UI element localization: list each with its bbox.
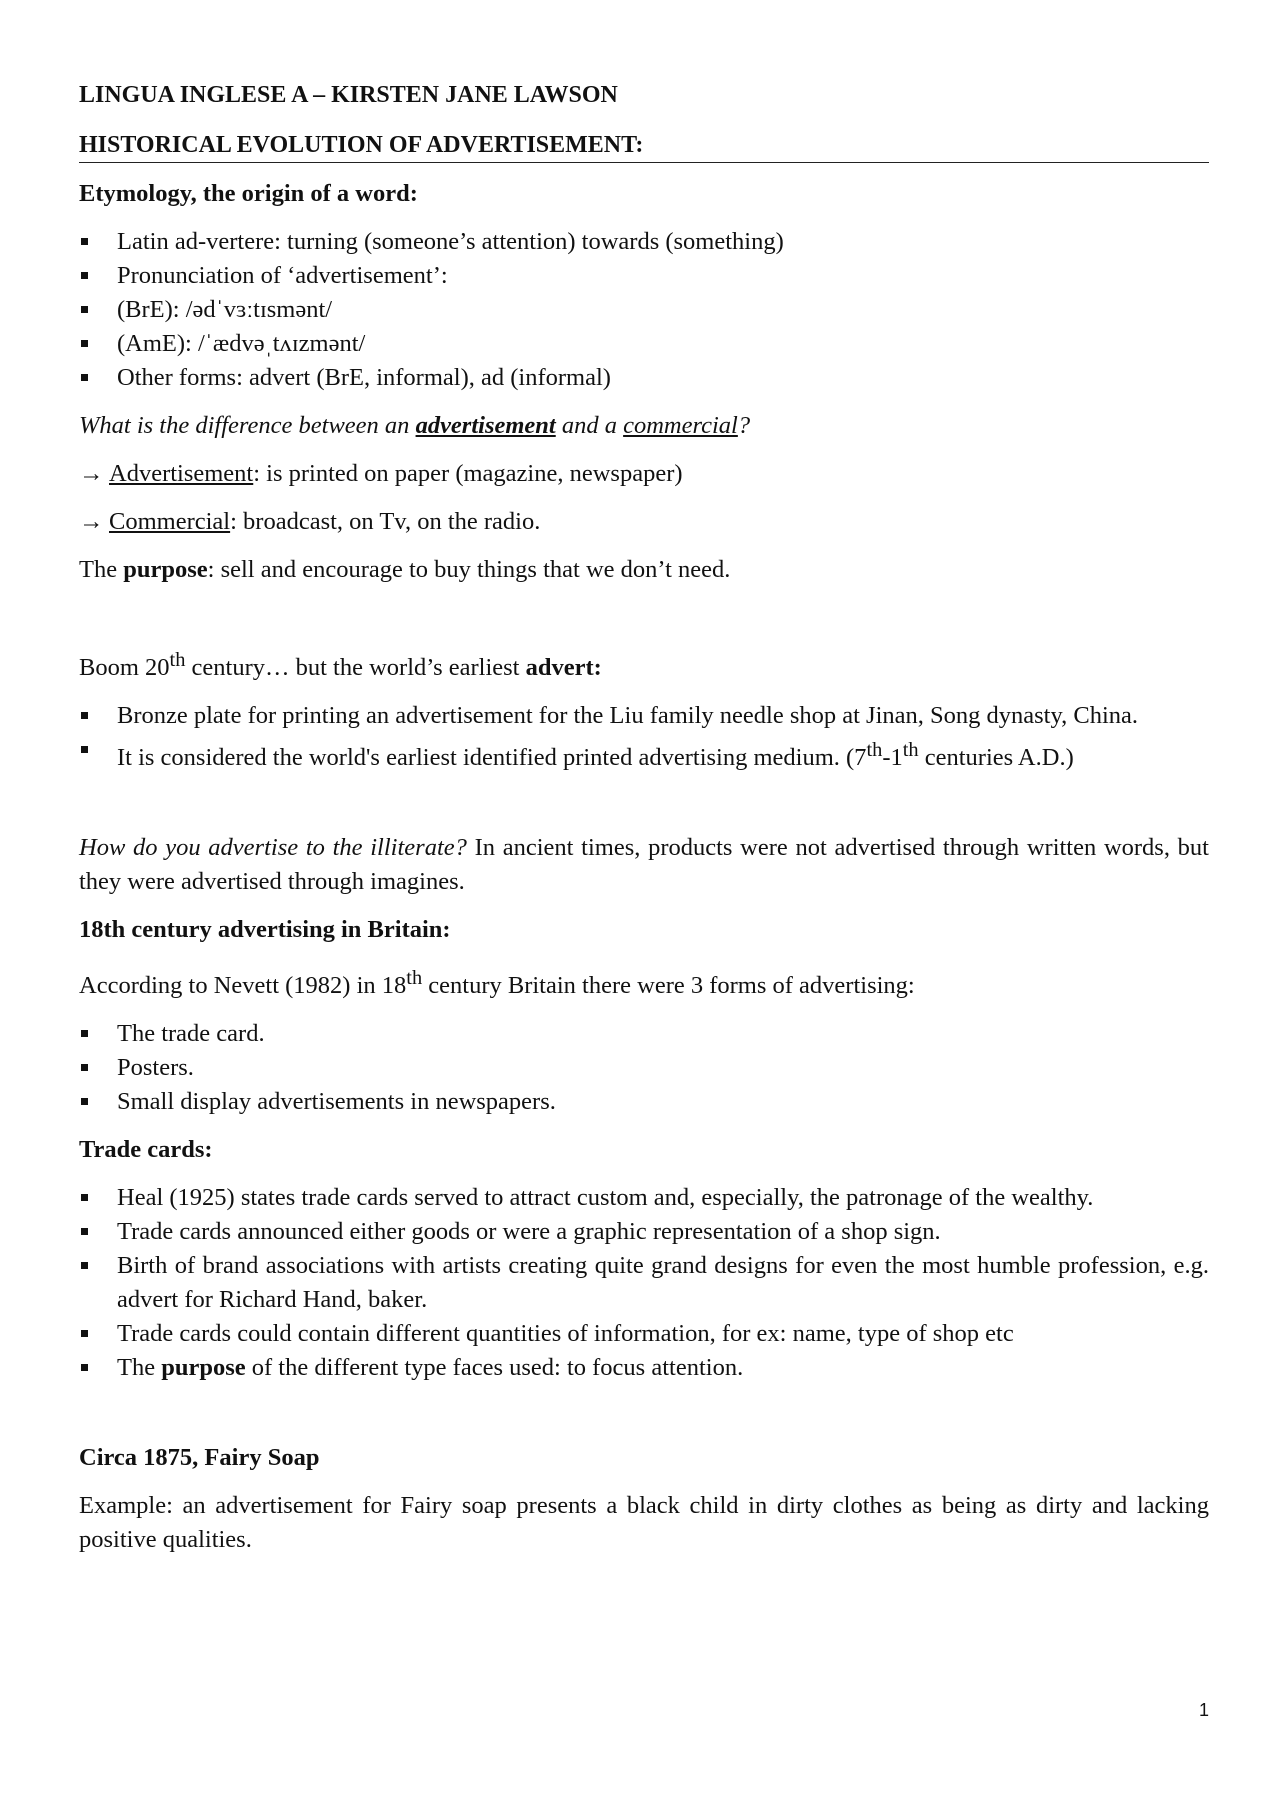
boom-line <box>79 643 1209 685</box>
list-item: Trade cards announced either goods or were a graphic representation of a shop sign. <box>79 1215 1209 1249</box>
advertisement-term: Advertisement <box>109 460 254 487</box>
purpose-text: : sell and encourage to buy things that we don’t need. <box>207 556 731 583</box>
illiterate-text: In ancient times, products were not advertised through written words, but they were advertised through imagines. <box>79 834 1209 896</box>
term-advertisement: advertisement <box>415 412 556 439</box>
boom-text: century… but the world’s earliest <box>185 654 526 682</box>
purpose-prefix: The <box>79 556 124 583</box>
difference-question <box>79 409 1209 443</box>
question-text: and a <box>555 412 624 439</box>
list-text: of the different type faces used: to focus attention. <box>245 1354 744 1382</box>
list-item: Small display advertisements in newspapers. <box>79 1085 1209 1119</box>
purpose-term: purpose <box>161 1354 246 1382</box>
list-text: centuries A.D.) <box>918 744 1074 772</box>
page-content <box>79 78 1209 1557</box>
list-item: Heal (1925) states trade cards served to attract custom and, especially, the patronage of the wealthy. <box>79 1181 1209 1215</box>
superscript: th <box>866 739 883 762</box>
arrow-right-icon: → <box>79 460 104 487</box>
fairy-soap-example: Example: an advertisement for Fairy soap presents a black child in dirty clothes as being as dirty and lacking positive qualities. <box>79 1492 1209 1554</box>
superscript: th <box>902 739 919 762</box>
etymology-list <box>79 225 1209 395</box>
list-text: -1 <box>882 744 903 772</box>
list-item: Other forms: advert (BrE, informal), ad (informal) <box>79 361 1209 395</box>
intro-text: According to Nevett (1982) in 18 <box>79 972 407 1000</box>
list-item: (BrE): /ədˈvɜːtɪsmənt/ <box>79 293 1209 327</box>
list-item: The trade card. <box>79 1017 1209 1051</box>
list-item: Birth of brand associations with artists creating quite grand designs for even the most humble profession, e.g. advert for Richard Hand, baker. <box>79 1249 1209 1317</box>
list-item <box>79 1351 1209 1385</box>
commercial-definition <box>79 505 1209 539</box>
list-text: It is considered the world's earliest identified printed advertising medium. (7 <box>117 744 867 772</box>
list-text: The <box>117 1354 162 1382</box>
advert-term: advert: <box>525 654 602 682</box>
list-item: Trade cards could contain different quantities of information, for ex: name, type of shop etc <box>79 1317 1209 1351</box>
purpose-term: purpose <box>123 556 208 583</box>
document-title: HISTORICAL EVOLUTION OF ADVERTISEMENT: <box>79 128 1209 163</box>
fairy-soap-heading: Circa 1875, Fairy Soap <box>79 1444 320 1472</box>
term-commercial: commercial <box>623 412 738 439</box>
intro-text: century Britain there were 3 forms of advertising: <box>422 972 915 1000</box>
page-number: 1 <box>1198 1700 1209 1720</box>
list-item: Bronze plate for printing an advertisement for the Liu family needle shop at Jinan, Song dynasty, China. <box>79 699 1209 733</box>
advertisement-definition <box>79 457 1209 491</box>
advertising-forms-list <box>79 1017 1209 1119</box>
trade-cards-heading: Trade cards: <box>79 1136 213 1164</box>
list-item <box>79 733 1209 775</box>
question-text: What is the difference between an <box>79 412 416 439</box>
advertisement-text: : is printed on paper (magazine, newspaper) <box>253 460 683 487</box>
purpose-line <box>79 553 1209 587</box>
century-18-heading: 18th century advertising in Britain: <box>79 916 451 944</box>
illiterate-question: How do you advertise to the illiterate? <box>79 834 467 862</box>
list-item: Latin ad-vertere: turning (someone’s attention) towards (something) <box>79 225 1209 259</box>
trade-cards-list <box>79 1181 1209 1385</box>
etymology-heading: Etymology, the origin of a word: <box>79 180 418 207</box>
superscript: th <box>406 967 423 990</box>
commercial-text: : broadcast, on Tv, on the radio. <box>230 508 541 535</box>
list-item: Posters. <box>79 1051 1209 1085</box>
commercial-term: Commercial <box>109 508 231 535</box>
earliest-advert-list <box>79 699 1209 775</box>
nevett-intro <box>79 961 1209 1003</box>
boom-prefix: Boom 20 <box>79 654 170 682</box>
course-header: LINGUA INGLESE A – KIRSTEN JANE LAWSON <box>79 82 618 108</box>
question-mark: ? <box>737 412 751 439</box>
arrow-right-icon: → <box>79 508 104 535</box>
superscript: th <box>169 649 186 671</box>
list-item: (AmE): /ˈædvəˌtʌɪzmənt/ <box>79 327 1209 361</box>
list-item: Pronunciation of ‘advertisement’: <box>79 259 1209 293</box>
illiterate-paragraph <box>79 831 1209 899</box>
